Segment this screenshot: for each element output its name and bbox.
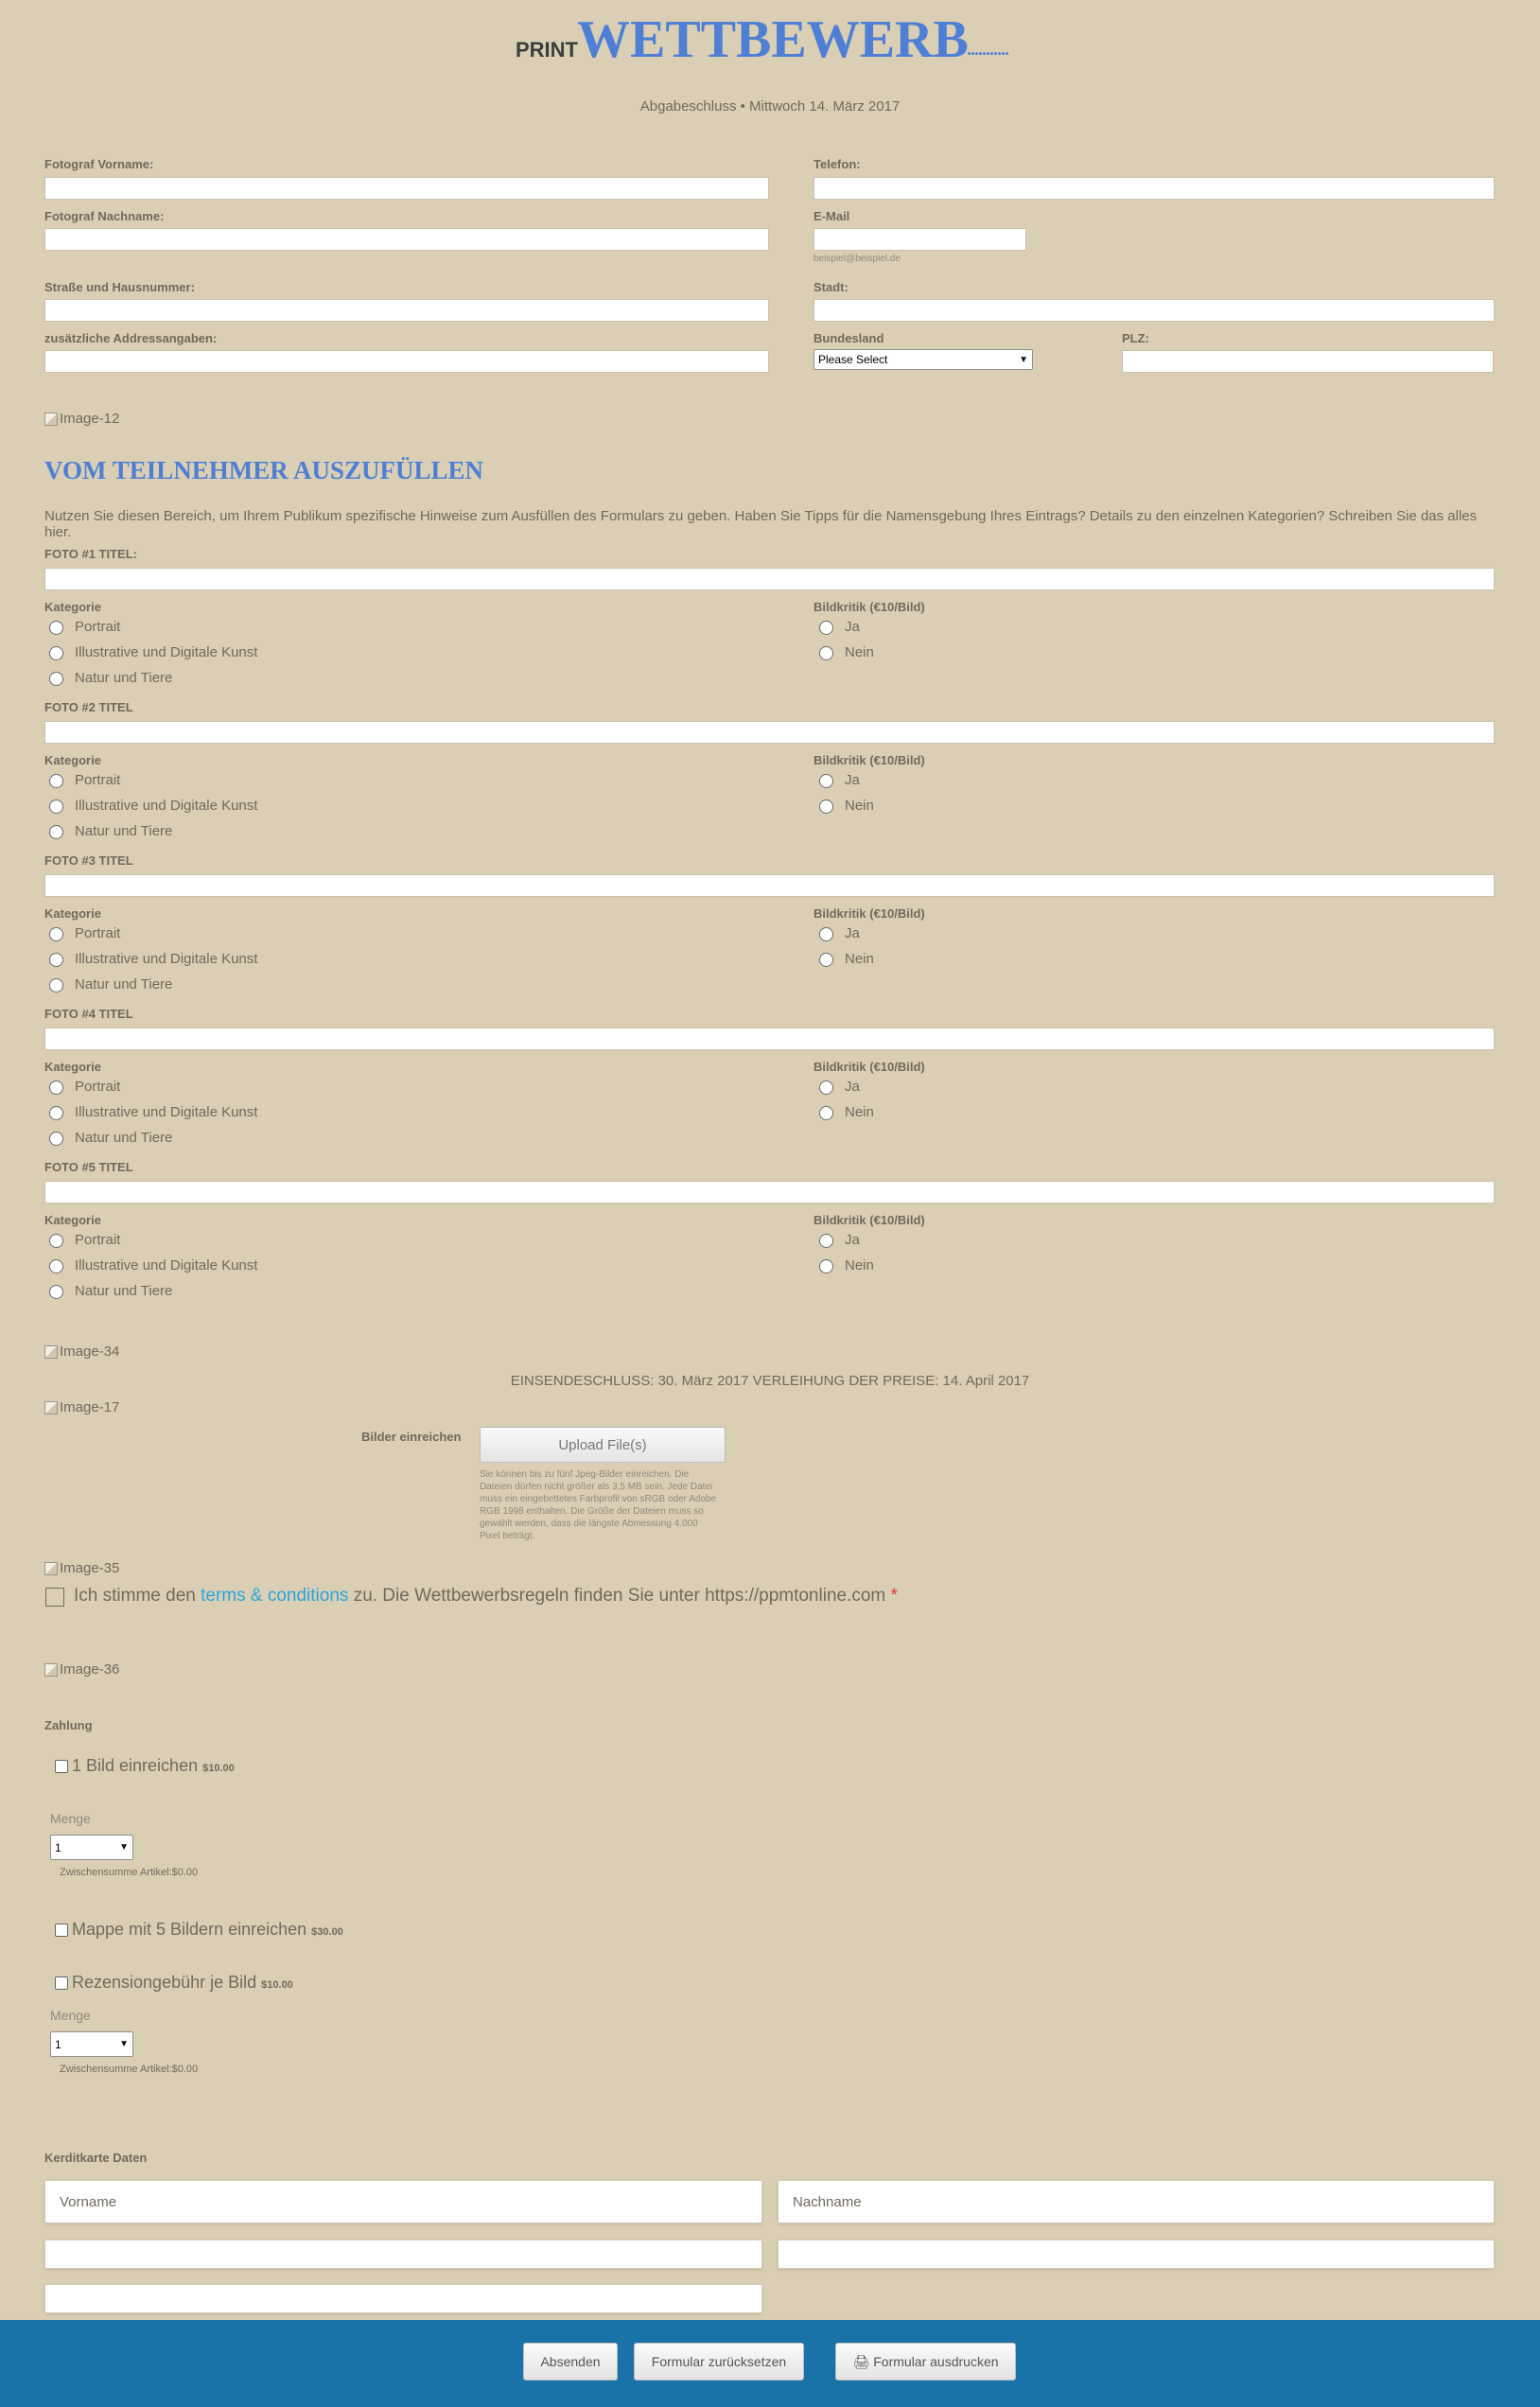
email-label: E-Mail bbox=[814, 209, 850, 223]
critique-option: Ja bbox=[845, 925, 860, 941]
category-radio[interactable] bbox=[49, 646, 63, 660]
terms-text bbox=[74, 1586, 898, 1607]
card-number-input[interactable] bbox=[44, 2240, 762, 2269]
phone-input[interactable] bbox=[814, 177, 1495, 200]
category-radio[interactable] bbox=[49, 1259, 63, 1274]
critique-label: Bildkritik (€10/Bild) bbox=[814, 1213, 925, 1227]
reset-button[interactable]: Formular zurücksetzen bbox=[634, 2343, 804, 2381]
address-extra-label: zusätzliche Addressangaben: bbox=[44, 331, 218, 345]
deadline-text: Abgabeschluss • Mittwoch 14. März 2017 bbox=[639, 98, 901, 114]
chevron-down-icon: ▼ bbox=[119, 1842, 129, 1853]
critique-radio[interactable] bbox=[819, 1234, 833, 1248]
review-fee-product bbox=[72, 1973, 293, 1993]
single-image-checkbox[interactable] bbox=[55, 1760, 68, 1773]
street-input[interactable] bbox=[44, 299, 769, 322]
chevron-down-icon: ▼ bbox=[119, 2039, 129, 2049]
product-price: $10.00 bbox=[261, 1979, 293, 1991]
category-option: Portrait bbox=[75, 772, 121, 788]
category-radio[interactable] bbox=[49, 621, 63, 635]
submission-dates: EINSENDESCHLUSS: 30. März 2017 VERLEIHUNG DER PREISE: 14. April 2017 bbox=[510, 1373, 1030, 1389]
terms-suffix: zu. Die Wettbewerbsregeln finden Sie unter https://ppmtonline.com bbox=[353, 1586, 886, 1606]
critique-radio[interactable] bbox=[819, 1081, 833, 1095]
email-hint: beispiel@beispiel.de bbox=[814, 254, 901, 264]
photo-title-label: FOTO #4 TITEL bbox=[44, 1007, 133, 1021]
category-radio[interactable] bbox=[49, 825, 63, 839]
category-radio[interactable] bbox=[49, 672, 63, 686]
subtotal-text: Zwischensumme Artikel:$0.00 bbox=[60, 2064, 199, 2075]
photo-title-label: FOTO #5 TITEL bbox=[44, 1160, 133, 1174]
single-image-product bbox=[72, 1756, 235, 1776]
critique-radio[interactable] bbox=[819, 774, 833, 788]
category-option: Natur und Tiere bbox=[75, 823, 173, 839]
category-radio[interactable] bbox=[49, 978, 63, 993]
critique-radio[interactable] bbox=[819, 953, 833, 967]
card-security-input[interactable] bbox=[778, 2240, 1495, 2269]
city-input[interactable] bbox=[814, 299, 1495, 322]
category-option: Natur und Tiere bbox=[75, 976, 173, 993]
critique-radio[interactable] bbox=[819, 621, 833, 635]
state-label: Bundesland bbox=[814, 331, 884, 345]
category-radio[interactable] bbox=[49, 1234, 63, 1248]
quantity-label: Menge bbox=[50, 2008, 91, 2023]
category-radio[interactable] bbox=[49, 1081, 63, 1095]
product-name: Rezensiongebühr je Bild bbox=[72, 1973, 257, 1992]
critique-option: Ja bbox=[845, 1232, 860, 1248]
category-option: Illustrative und Digitale Kunst bbox=[75, 1104, 258, 1120]
category-radio[interactable] bbox=[49, 1132, 63, 1146]
critique-option: Ja bbox=[845, 1079, 860, 1095]
section-heading: VOM TEILNEHMER AUSZUFÜLLEN bbox=[44, 456, 484, 484]
page-title: WETTBEWERB bbox=[577, 10, 969, 69]
quantity-label: Menge bbox=[50, 1811, 91, 1826]
category-option: Illustrative und Digitale Kunst bbox=[75, 951, 258, 967]
quantity-select[interactable]: 1 ▼ bbox=[50, 1835, 133, 1860]
city-label: Stadt: bbox=[814, 280, 849, 294]
category-option: Natur und Tiere bbox=[75, 1130, 173, 1146]
address-extra-input[interactable] bbox=[44, 350, 769, 373]
card-last-name-input[interactable]: Nachname bbox=[778, 2180, 1495, 2223]
broken-image-icon bbox=[44, 1562, 58, 1575]
category-option: Portrait bbox=[75, 1232, 121, 1248]
category-label: Kategorie bbox=[44, 1060, 101, 1074]
title-prefix: PRINT bbox=[516, 38, 578, 61]
zip-label: PLZ: bbox=[1122, 331, 1149, 345]
street-label: Straße und Hausnummer: bbox=[44, 280, 195, 294]
terms-prefix: Ich stimme den bbox=[74, 1586, 196, 1606]
category-option: Portrait bbox=[75, 1079, 121, 1095]
form-footer bbox=[0, 2320, 1540, 2407]
category-radio[interactable] bbox=[49, 1106, 63, 1120]
terms-checkbox[interactable] bbox=[45, 1588, 64, 1607]
review-fee-checkbox[interactable] bbox=[55, 1977, 68, 1990]
broken-image-icon bbox=[44, 1663, 58, 1677]
category-option: Illustrative und Digitale Kunst bbox=[75, 798, 258, 814]
first-name-label: Fotograf Vorname: bbox=[44, 157, 154, 171]
broken-image-icon bbox=[44, 413, 58, 426]
credit-card-label: Kerditkarte Daten bbox=[44, 2151, 148, 2165]
critique-radio[interactable] bbox=[819, 1106, 833, 1120]
critique-label: Bildkritik (€10/Bild) bbox=[814, 1060, 925, 1074]
category-radio[interactable] bbox=[49, 927, 63, 941]
photo-title-label: FOTO #2 TITEL bbox=[44, 700, 133, 714]
email-input[interactable] bbox=[814, 228, 1026, 251]
quantity-select[interactable]: 1 ▼ bbox=[50, 2031, 133, 2057]
payment-label: Zahlung bbox=[44, 1718, 93, 1732]
critique-radio[interactable] bbox=[819, 927, 833, 941]
critique-radio[interactable] bbox=[819, 799, 833, 814]
last-name-label: Fotograf Nachname: bbox=[44, 209, 165, 223]
state-select-value: Please Select bbox=[818, 353, 888, 366]
critique-label: Bildkritik (€10/Bild) bbox=[814, 906, 925, 921]
terms-link[interactable]: terms & conditions bbox=[201, 1586, 349, 1606]
photo-title-input[interactable] bbox=[44, 1028, 1495, 1050]
category-option: Illustrative und Digitale Kunst bbox=[75, 1257, 258, 1274]
state-select[interactable] bbox=[814, 349, 1033, 370]
critique-option: Nein bbox=[845, 951, 874, 967]
photo-title-input[interactable] bbox=[44, 1181, 1495, 1204]
title-dots: ........... bbox=[967, 40, 1009, 59]
photo-title-label: FOTO #1 TITEL: bbox=[44, 547, 137, 561]
category-label: Kategorie bbox=[44, 753, 101, 767]
product-price: $30.00 bbox=[311, 1926, 343, 1938]
category-option: Illustrative und Digitale Kunst bbox=[75, 644, 258, 660]
broken-image-icon bbox=[44, 1401, 58, 1414]
photo-title-input[interactable] bbox=[44, 874, 1495, 897]
print-button[interactable]: 🖨 Formular ausdrucken bbox=[835, 2343, 1016, 2381]
critique-option: Nein bbox=[845, 644, 874, 660]
chevron-down-icon: ▼ bbox=[1019, 354, 1028, 365]
section-intro: Nutzen Sie diesen Bereich, um Ihrem Publikum spezifische Hinweise zum Ausfüllen des Formulars zu geben. Haben Sie Tipps für die Namensgebung Ihres Eintrags? Details zu den einzelnen Kategorien? Schreiben Sie das alles hier. bbox=[44, 508, 1478, 540]
portfolio-product bbox=[72, 1920, 343, 1940]
last-name-input[interactable] bbox=[44, 228, 769, 251]
portfolio-checkbox[interactable] bbox=[55, 1924, 68, 1937]
critique-option: Ja bbox=[845, 619, 860, 635]
photo-title-input[interactable] bbox=[44, 568, 1495, 590]
broken-image-icon bbox=[44, 1345, 58, 1359]
category-label: Kategorie bbox=[44, 1213, 101, 1227]
category-radio[interactable] bbox=[49, 799, 63, 814]
product-name: Mappe mit 5 Bildern einreichen bbox=[72, 1920, 307, 1939]
critique-option: Nein bbox=[845, 798, 874, 814]
image-36-placeholder: Image-36 bbox=[44, 1661, 119, 1678]
category-option: Natur und Tiere bbox=[75, 670, 173, 686]
critique-option: Nein bbox=[845, 1104, 874, 1120]
photo-title-input[interactable] bbox=[44, 721, 1495, 744]
category-label: Kategorie bbox=[44, 600, 101, 614]
first-name-input[interactable] bbox=[44, 177, 769, 200]
phone-label: Telefon: bbox=[814, 157, 861, 171]
category-option: Natur und Tiere bbox=[75, 1283, 173, 1299]
card-first-name-input[interactable]: Vorname bbox=[44, 2180, 762, 2223]
category-radio[interactable] bbox=[49, 1285, 63, 1299]
category-option: Portrait bbox=[75, 619, 121, 635]
critique-option: Nein bbox=[845, 1257, 874, 1274]
required-marker: * bbox=[890, 1586, 898, 1606]
photo-title-label: FOTO #3 TITEL bbox=[44, 853, 133, 868]
critique-radio[interactable] bbox=[819, 646, 833, 660]
upload-hint: Sie können bis zu fünf Jpeg-Bilder einreichen. Die Dateien dürfen nicht größer als 3,5 MB sein. Jede Datei muss ein eingebettetes Farbprofil von sRGB oder Adobe RGB 1998 enthalten. Die Größe der Dateien muss so gewählt werden, dass die längste Abmessung 4.000 Pixel beträgt. bbox=[480, 1469, 717, 1541]
product-name: 1 Bild einreichen bbox=[72, 1756, 199, 1775]
image-12-placeholder: Image-12 bbox=[44, 411, 119, 427]
upload-button[interactable]: Upload File(s) bbox=[480, 1427, 726, 1463]
submit-button[interactable]: Absenden bbox=[523, 2343, 618, 2381]
critique-radio[interactable] bbox=[819, 1259, 833, 1274]
critique-label: Bildkritik (€10/Bild) bbox=[814, 753, 925, 767]
card-expiry-input[interactable] bbox=[44, 2284, 762, 2313]
category-radio[interactable] bbox=[49, 774, 63, 788]
category-radio[interactable] bbox=[49, 953, 63, 967]
product-price: $10.00 bbox=[202, 1763, 235, 1774]
image-17-placeholder: Image-17 bbox=[44, 1399, 119, 1415]
image-34-placeholder: Image-34 bbox=[44, 1344, 119, 1360]
critique-label: Bildkritik (€10/Bild) bbox=[814, 600, 925, 614]
critique-option: Ja bbox=[845, 772, 860, 788]
image-35-placeholder: Image-35 bbox=[44, 1560, 119, 1576]
printer-icon: 🖨 bbox=[852, 2353, 870, 2369]
subtotal-text: Zwischensumme Artikel:$0.00 bbox=[60, 1867, 199, 1878]
upload-label: Bilder einreichen bbox=[361, 1430, 462, 1444]
category-option: Portrait bbox=[75, 925, 121, 941]
zip-input[interactable] bbox=[1122, 350, 1494, 373]
category-label: Kategorie bbox=[44, 906, 101, 921]
